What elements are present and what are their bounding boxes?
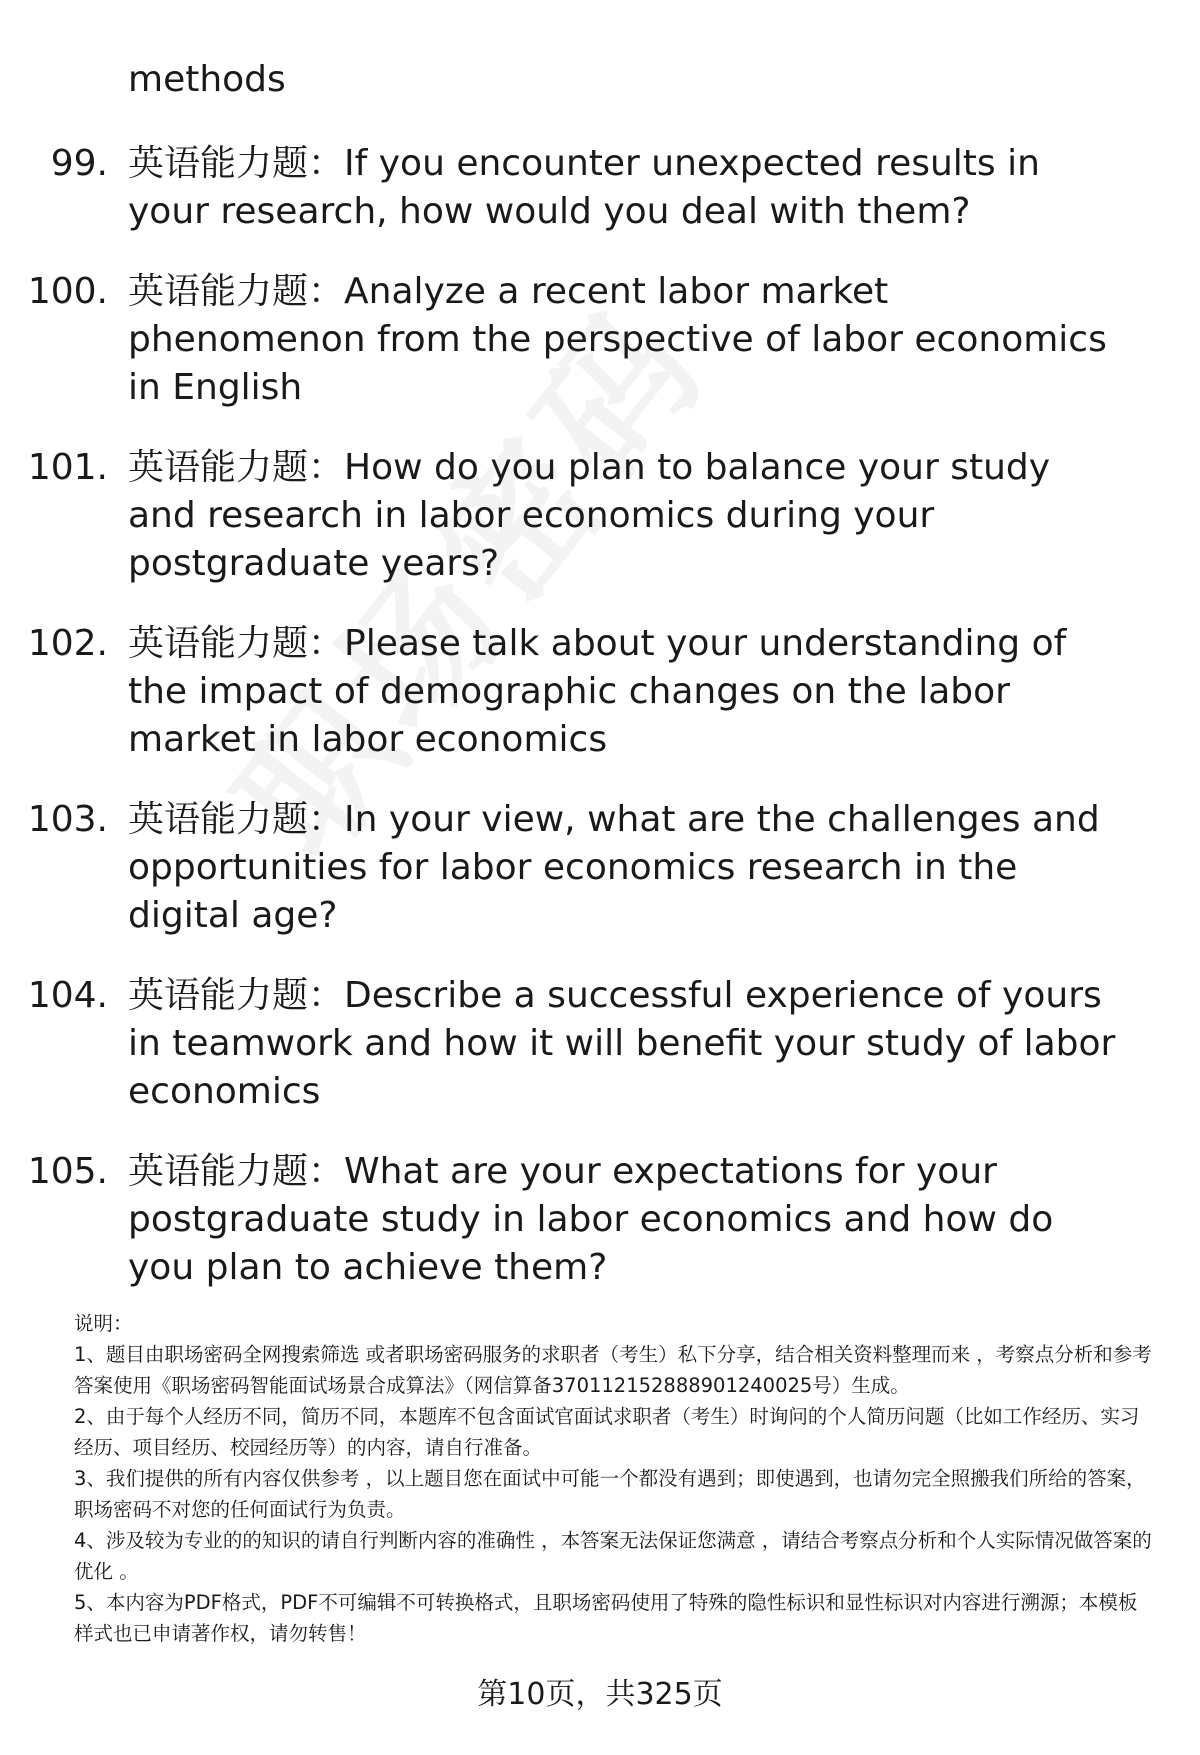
question-body (128, 620, 1128, 764)
question-number: 104. (27, 975, 108, 1016)
question-item (0, 140, 1200, 236)
question-number: 99. (50, 143, 108, 184)
question-body (128, 796, 1128, 940)
question-body (128, 268, 1128, 412)
question-item (0, 1148, 1200, 1292)
question-item (0, 796, 1200, 940)
question-prefix: 英语能力题： (128, 1151, 345, 1192)
notes-item: 2、由于每个人经历不同，简历不同，本题库不包含面试官面试求职者（考生）时询问的个人简历问题（比如工作经历、实习经历、项目经历、校园经历等）的内容，请自行准备。 (74, 1405, 1140, 1459)
question-text: How do you plan to balance your study and research in labor economics during your postgraduate years? (128, 447, 1051, 584)
notes-title: 说明： (74, 1312, 133, 1335)
question-text: Analyze a recent labor market phenomenon from the perspective of labor economics in English (128, 271, 1107, 408)
notes-item: 3、我们提供的所有内容仅供参考 ，以上题目您在面试中可能一个都没有遇到；即使遇到，也请勿完全照搬我们所给的答案，职场密码不对您的任何面试行为负责。 (74, 1467, 1146, 1521)
question-number: 102. (27, 623, 108, 664)
notes-section (74, 1308, 1154, 1649)
question-prefix: 英语能力题： (128, 975, 345, 1016)
question-prefix: 英语能力题： (128, 447, 345, 488)
page-number-label: 第10页，共325页 (477, 1677, 723, 1712)
question-text: Describe a successful experience of yours in teamwork and how it will benefit your study of labor economics (128, 975, 1116, 1112)
question-number: 100. (27, 271, 108, 312)
continuation-text: methods (128, 59, 286, 100)
question-number: 105. (27, 1151, 108, 1192)
question-prefix: 英语能力题： (128, 271, 345, 312)
notes-item: 4、涉及较为专业的的知识的请自行判断内容的准确性 ，本答案无法保证您满意 ，请结合考察点分析和个人实际情况做答案的优化 。 (74, 1529, 1152, 1583)
question-item (0, 620, 1200, 764)
question-body (128, 444, 1128, 588)
question-body (128, 140, 1128, 236)
question-text: If you encounter unexpected results in your research, how would you deal with them? (128, 143, 1040, 232)
question-text: Please talk about your understanding of the impact of demographic changes on the labor market in labor economics (128, 623, 1067, 760)
notes-item: 5、本内容为PDF格式，PDF不可编辑不可转换格式，且职场密码使用了特殊的隐性标识和显性标识对内容进行溯源；本模板样式也已申请著作权，请勿转售！ (74, 1591, 1138, 1645)
question-item (0, 972, 1200, 1116)
question-number: 101. (27, 447, 108, 488)
question-text: What are your expectations for your postgraduate study in labor economics and how do you plan to achieve them? (128, 1151, 1054, 1288)
question-body (128, 972, 1128, 1116)
notes-item: 1、题目由职场密码全网搜索筛选 或者职场密码服务的求职者（考生）私下分享，结合相关资料整理而来 ，考察点分析和参考答案使用《职场密码智能面试场景合成算法》（网信算备370112152888901240025号）生成。 (74, 1343, 1152, 1397)
question-text: In your view, what are the challenges and opportunities for labor economics research in the digital age? (128, 799, 1100, 936)
question-item (0, 268, 1200, 412)
question-prefix: 英语能力题： (128, 143, 345, 184)
question-number: 103. (27, 799, 108, 840)
question-body (128, 1148, 1128, 1292)
question-prefix: 英语能力题： (128, 623, 345, 664)
question-list (0, 140, 1200, 1324)
question-prefix: 英语能力题： (128, 799, 345, 840)
page-footer (0, 1675, 1200, 1715)
question-item (0, 444, 1200, 588)
